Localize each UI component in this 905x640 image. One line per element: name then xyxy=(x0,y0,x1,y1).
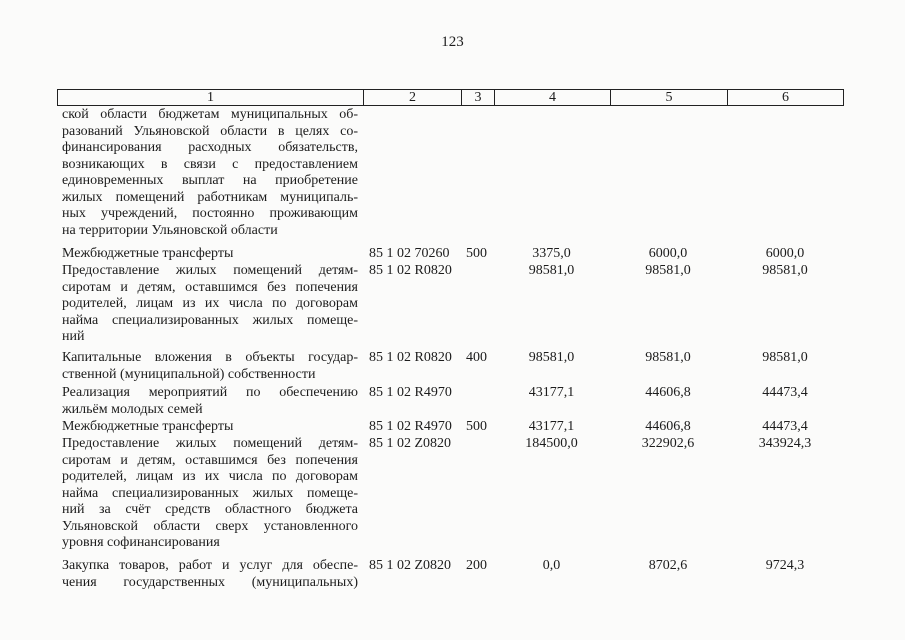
column-header-5: 5 xyxy=(611,90,728,105)
amount-col4: 98581,0 xyxy=(528,350,575,365)
description-line: родителей, лицам из их числа по договорам xyxy=(62,469,358,484)
amount-col5: 8702,6 xyxy=(648,558,688,573)
target-code: 85 1 02 R4970 xyxy=(369,385,452,400)
row-description xyxy=(62,436,358,552)
amount-col4: 98581,0 xyxy=(528,263,575,278)
description-line: Межбюджетные трансферты xyxy=(62,419,234,434)
description-line: ской области бюджетам муниципальных об- xyxy=(62,107,358,122)
expense-type: 500 xyxy=(466,246,487,261)
description-line: жильём молодых семей xyxy=(62,401,203,417)
expense-type: 500 xyxy=(466,419,487,434)
description-line: Межбюджетные трансферты xyxy=(62,246,234,261)
description-line: Реализация мероприятий по обеспечению xyxy=(62,385,358,400)
target-code: 85 1 02 Z0820 xyxy=(369,558,452,573)
expense-type: 200 xyxy=(466,558,487,573)
description-line: возникающих в связи с предоставлением xyxy=(62,156,358,172)
column-header-6: 6 xyxy=(782,90,789,105)
description-line: уровня софинансирования xyxy=(62,535,220,550)
amount-col4: 43177,1 xyxy=(528,419,575,434)
table-header-row xyxy=(57,89,844,106)
description-line: жилых помещений работникам муниципаль- xyxy=(62,189,358,205)
row-description xyxy=(62,263,358,346)
description-line: единовременных выплат на приобретение xyxy=(62,173,358,188)
amount-col6: 343924,3 xyxy=(758,436,812,451)
target-code: 85 1 02 R0820 xyxy=(369,350,452,365)
description-line: родителей, лицам из их числа по договорам xyxy=(62,296,358,311)
description-line: сиротам и детям, оставшимся без попечения xyxy=(62,452,358,468)
description-line: ний за счёт средств областного бюджета xyxy=(62,502,358,517)
description-line: Ульяновской области сверх установленного xyxy=(62,518,358,534)
amount-col4: 3375,0 xyxy=(532,246,571,261)
row-description xyxy=(62,350,358,383)
amount-col5: 322902,6 xyxy=(641,436,695,451)
description-line: ных учреждений, постоянно проживающим xyxy=(62,206,358,221)
column-header-3: 3 xyxy=(462,90,495,105)
description-line: чения государственных (муниципальных) xyxy=(62,574,358,590)
description-line: Капитальные вложения в объекты государ- xyxy=(62,350,358,365)
column-header-4: 4 xyxy=(495,90,611,105)
amount-col6: 98581,0 xyxy=(762,263,808,278)
amount-col5: 98581,0 xyxy=(645,350,691,365)
amount-col5: 98581,0 xyxy=(645,263,691,278)
amount-col6: 98581,0 xyxy=(762,350,808,365)
amount-col5: 6000,0 xyxy=(648,246,688,261)
amount-col6: 44473,4 xyxy=(762,419,808,434)
description-line: найма специализированных жилых помеще- xyxy=(62,485,358,501)
amount-col5: 44606,8 xyxy=(645,385,691,400)
amount-col6: 44473,4 xyxy=(762,385,808,400)
amount-col4: 184500,0 xyxy=(525,436,578,451)
description-line: на территории Ульяновской области xyxy=(62,222,278,238)
column-header-1: 1 xyxy=(58,90,364,105)
row-description xyxy=(62,246,358,263)
description-line: Закупка товаров, работ и услуг для обеспе- xyxy=(62,558,358,573)
description-line: финансирования расходных обязательств, xyxy=(62,140,358,155)
column-header-2: 2 xyxy=(364,90,462,105)
row-description xyxy=(62,385,358,418)
page-number: 123 xyxy=(441,34,464,50)
description-line: ний xyxy=(62,329,85,344)
row-description xyxy=(62,107,358,239)
target-code: 85 1 02 Z0820 xyxy=(369,436,452,451)
description-line: разований Ульяновской области в целях со- xyxy=(62,123,358,139)
target-code: 85 1 02 R0820 xyxy=(369,263,452,278)
description-line: ственной (муниципальной) собственности xyxy=(62,366,316,382)
description-line: Предоставление жилых помещений детям- xyxy=(62,263,358,278)
description-line: сиротам и детям, оставшимся без попечения xyxy=(62,279,358,295)
description-line: Предоставление жилых помещений детям- xyxy=(62,436,358,451)
target-code: 85 1 02 70260 xyxy=(369,246,450,261)
amount-col6: 6000,0 xyxy=(765,246,805,261)
row-description xyxy=(62,558,358,591)
expense-type: 400 xyxy=(466,350,487,365)
amount-col5: 44606,8 xyxy=(645,419,691,434)
row-description xyxy=(62,419,358,436)
amount-col6: 9724,3 xyxy=(765,558,805,573)
description-line: найма специализированных жилых помеще- xyxy=(62,312,358,328)
amount-col4: 43177,1 xyxy=(528,385,575,400)
amount-col4: 0,0 xyxy=(542,558,561,573)
target-code: 85 1 02 R4970 xyxy=(369,419,452,434)
